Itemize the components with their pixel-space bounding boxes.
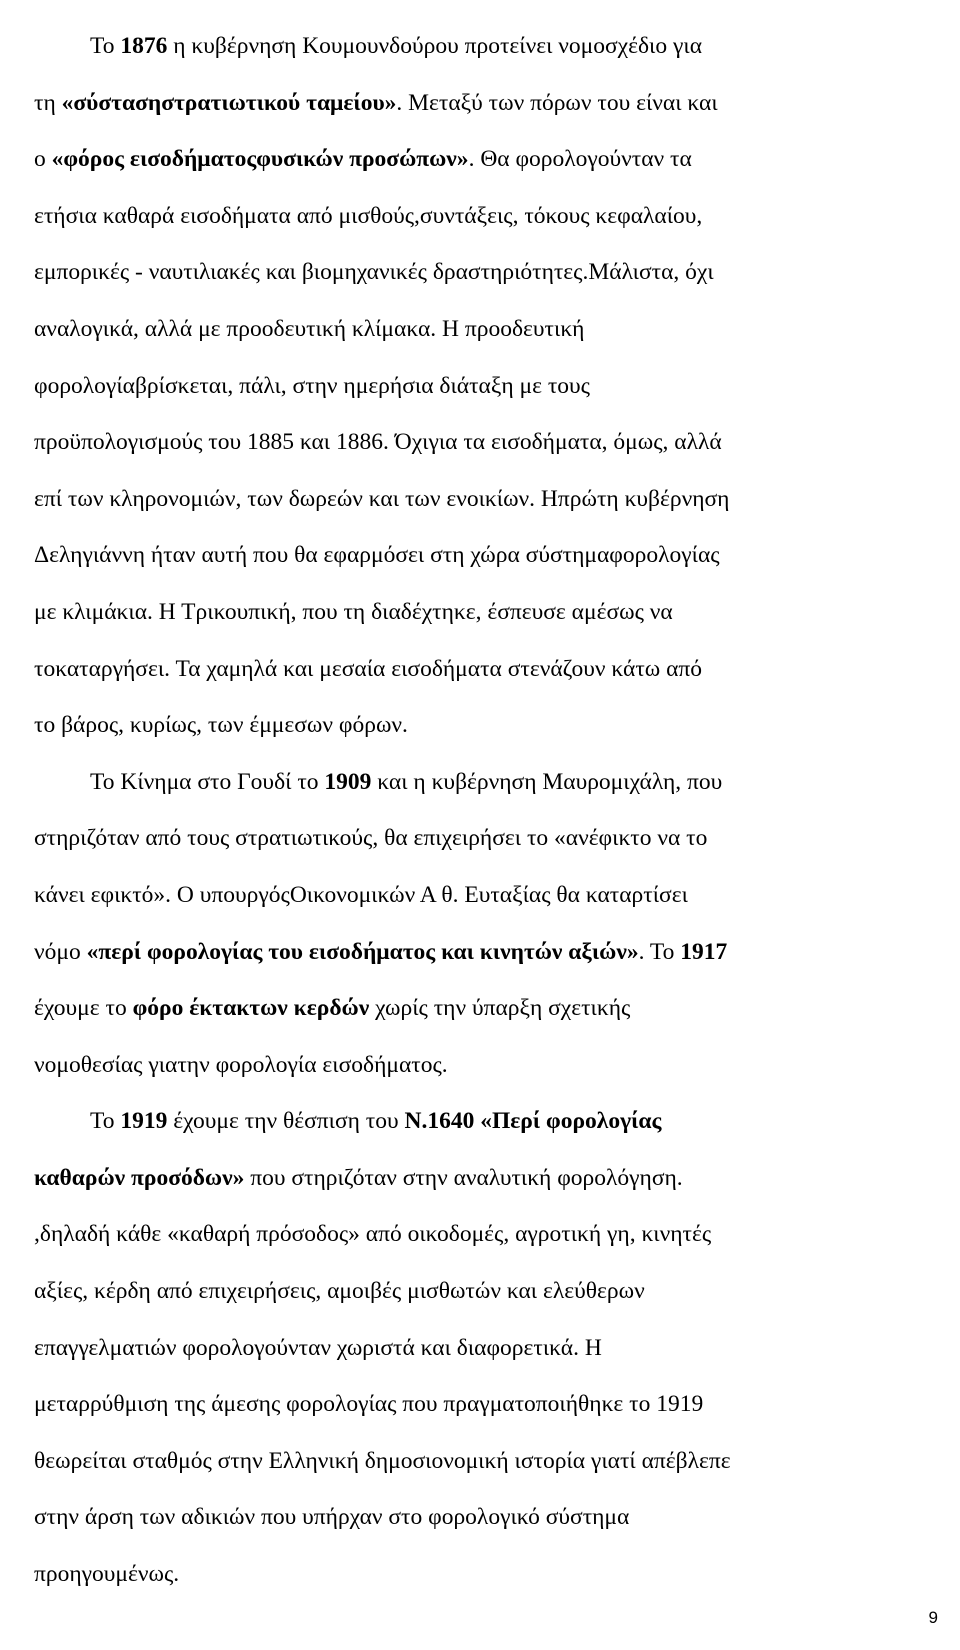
bold-text-segment: φόρο έκτακτων κερδών <box>132 995 370 1022</box>
text-segment: Το Κίνημα στο Γουδί το <box>90 768 325 795</box>
text-segment: το βάρος, κυρίως, των έμμεσων φόρων. <box>34 712 408 739</box>
bold-text-segment: Ν.1640 «Περί φορολογίας <box>404 1108 662 1135</box>
text-line <box>34 1206 929 1263</box>
text-line <box>34 471 929 528</box>
text-line <box>34 867 929 924</box>
text-line <box>34 810 929 867</box>
text-line <box>34 1150 929 1207</box>
text-segment: τη <box>34 89 62 116</box>
text-line <box>34 584 929 641</box>
text-segment: η κυβέρνηση Κουμουνδούρου προτείνει νομοσχέδιο για <box>167 33 702 59</box>
text-segment: . Το <box>638 938 681 965</box>
text-line <box>34 1546 929 1603</box>
bold-text-segment: 1909 <box>324 768 372 795</box>
text-line <box>34 75 929 132</box>
text-line <box>34 414 929 471</box>
bold-text-segment: «περί φορολογίας του εισοδήματος και κινητών αξιών» <box>86 938 639 965</box>
text-segment: Δεληγιάννη ήταν αυτή που θα εφαρμόσει στη χώρα σύστημαφορολογίας <box>34 542 720 569</box>
text-segment: αξίες, κέρδη από επιχειρήσεις, αμοιβές μισθωτών και ελεύθερων <box>34 1278 645 1305</box>
text-segment: μεταρρύθμιση της άμεσης φορολογίας που πραγματοποιήθηκε το 1919 <box>34 1391 704 1418</box>
text-line <box>34 1320 929 1377</box>
text-line <box>34 697 929 754</box>
text-line <box>34 1263 929 1320</box>
text-segment: Το <box>90 1108 121 1135</box>
text-line <box>34 924 929 981</box>
text-segment: έχουμε την θέσπιση του <box>167 1108 405 1135</box>
text-line <box>34 641 929 698</box>
bold-text-segment: «σύστασηστρατιωτικού ταμείου» <box>61 89 397 116</box>
bold-text-segment: καθαρών προσόδων» <box>34 1164 245 1191</box>
text-line <box>34 1433 929 1490</box>
text-segment: ,δηλαδή κάθε «καθαρή πρόσοδος» από οικοδομές, αγροτική γη, κινητές <box>34 1221 712 1248</box>
text-line <box>34 131 929 188</box>
text-line <box>34 527 929 584</box>
text-segment: επί των κληρονομιών, των δωρεών και των ενοικίων. Ηπρώτη κυβέρνηση <box>34 485 730 512</box>
text-segment: κάνει εφικτό». Ο υπουργόςΟικονομικών Α θ. Ευταξίας θα καταρτίσει <box>34 881 688 908</box>
text-line <box>34 754 929 811</box>
text-segment: φορολογίαβρίσκεται, πάλι, στην ημερήσια διάταξη με τους <box>34 372 590 399</box>
text-line <box>34 301 929 358</box>
text-segment: νομοθεσίας γιατην φορολογία εισοδήματος. <box>34 1051 448 1078</box>
text-segment: νόμο <box>34 938 87 965</box>
text-line <box>34 18 929 75</box>
text-line <box>34 244 929 301</box>
text-segment: επαγγελματιών φορολογούνταν χωριστά και διαφορετικά. Η <box>34 1334 602 1361</box>
text-line <box>34 1489 929 1546</box>
text-segment: έχουμε το <box>34 995 133 1022</box>
text-line <box>34 1037 929 1094</box>
text-segment: ετήσια καθαρά εισοδήματα από μισθούς,συντάξεις, τόκους κεφαλαίου, <box>34 202 703 229</box>
text-segment: θεωρείται σταθμός στην Ελληνική δημοσιονομική ιστορία γιατί απέβλεπε <box>34 1447 731 1474</box>
bold-text-segment: 1917 <box>680 938 728 965</box>
text-segment: στηριζόταν από τους στρατιωτικούς, θα επιχειρήσει το «ανέφικτο να το <box>34 825 708 852</box>
text-segment: που στηριζόταν στην αναλυτική φορολόγηση. <box>244 1164 683 1191</box>
body-text <box>34 18 929 1603</box>
text-line <box>34 980 929 1037</box>
bold-text-segment: 1876 <box>120 33 168 59</box>
text-line <box>34 358 929 415</box>
text-segment: Το <box>90 33 121 59</box>
text-segment: . Μεταξύ των πόρων του είναι και <box>396 89 718 116</box>
bold-text-segment: 1919 <box>120 1108 168 1135</box>
page-number: 9 <box>928 1608 938 1627</box>
text-segment: προϋπολογισμούς του 1885 και 1886. Όχιγια τα εισοδήματα, όμως, αλλά <box>34 429 722 456</box>
text-line <box>34 1376 929 1433</box>
text-segment: προηγουμένως. <box>34 1561 180 1588</box>
text-segment: στην άρση των αδικιών που υπήρχαν στο φορολογικό σύστημα <box>34 1504 630 1531</box>
text-line <box>34 188 929 245</box>
text-segment: χωρίς την ύπαρξη σχετικής <box>369 995 631 1022</box>
text-segment: . Θα φορολογούνταν τα <box>468 146 692 173</box>
bold-text-segment: «φόρος εισοδήματοςφυσικών προσώπων» <box>51 146 469 173</box>
text-segment: με κλιμάκια. Η Τρικουπική, που τη διαδέχτηκε, έσπευσε αμέσως να <box>34 598 673 625</box>
text-segment: αναλογικά, αλλά με προοδευτική κλίμακα. Η προοδευτική <box>34 315 585 342</box>
text-segment: εμπορικές - ναυτιλιακές και βιομηχανικές δραστηριότητες.Μάλιστα, όχι <box>34 259 714 286</box>
text-segment: ο <box>34 146 52 173</box>
text-segment: τοκαταργήσει. Τα χαμηλά και μεσαία εισοδήματα στενάζουν κάτω από <box>34 655 703 682</box>
text-line <box>34 1093 929 1150</box>
text-segment: και η κυβέρνηση Μαυρομιχάλη, που <box>371 768 723 795</box>
